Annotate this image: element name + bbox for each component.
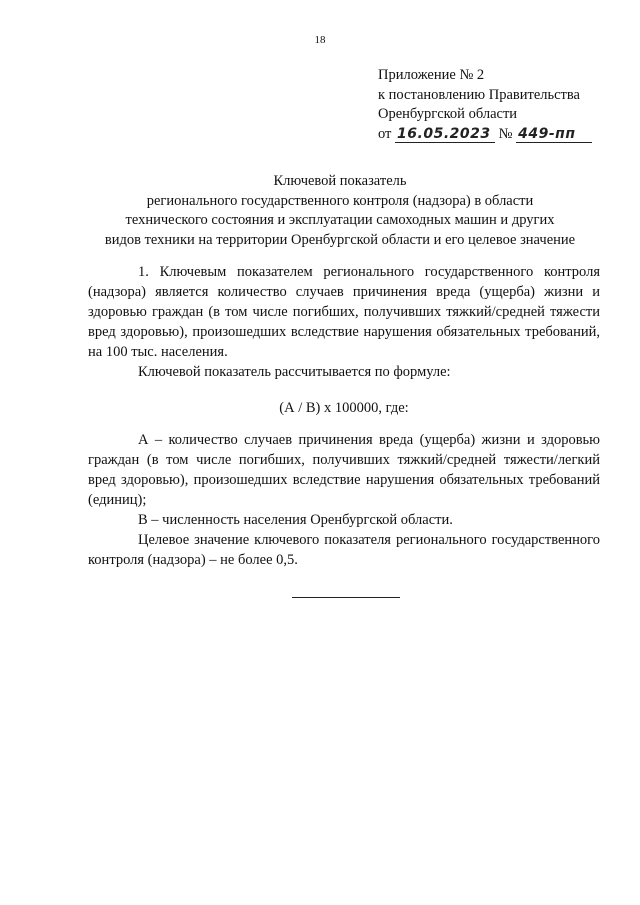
paragraph-4: В – численность населения Оренбургской области. bbox=[138, 512, 453, 528]
document-body bbox=[88, 262, 600, 570]
appendix-date-line bbox=[378, 125, 628, 145]
page-number: 18 bbox=[314, 34, 326, 46]
closing-rule bbox=[292, 597, 400, 598]
paragraph-3: А – количество случаев причинения вреда (ущерба) жизни и здоровью граждан (в том числе погибших, получивших тяжкий/средней тяжести/легкий вред здоровью), произошедших вследствие нарушения обязательных требований (единиц); bbox=[88, 432, 600, 508]
paragraph-1: 1. Ключевым показателем регионального государственного контроля (надзора) является количество случаев причинения вреда (ущерба) жизни и здоровью граждан (в том числе погибших, получивших тяжкий/средней тяжести вред здоровью), произошедших вследствие нарушения обязательных требований, на 100 тыс. населения. bbox=[88, 264, 600, 360]
appendix-line-1: Приложение № 2 bbox=[378, 67, 485, 83]
appendix-line-3: Оренбургской области bbox=[378, 106, 518, 122]
appendix-line-2: к постановлению Правительства bbox=[378, 86, 580, 103]
handwritten-date: 16.05.2023 bbox=[395, 127, 495, 143]
from-label: от bbox=[378, 125, 392, 142]
title-line-4: видов техники на территории Оренбургской области и его целевое значение bbox=[104, 231, 576, 248]
handwritten-number: 449-пп bbox=[516, 127, 592, 143]
title-line-1: Ключевой показатель bbox=[273, 173, 407, 189]
paragraph-2: Ключевой показатель рассчитывается по формуле: bbox=[138, 364, 451, 380]
document-title bbox=[40, 172, 640, 250]
title-line-2: регионального государственного контроля (надзора) в области bbox=[146, 192, 534, 209]
title-line-3: технического состояния и эксплуатации самоходных машин и других bbox=[125, 212, 555, 228]
formula: (А / В) х 100000, где: bbox=[279, 400, 409, 416]
appendix-header bbox=[378, 66, 628, 144]
number-label: № bbox=[498, 125, 513, 142]
paragraph-5: Целевое значение ключевого показателя регионального государственного контроля (надзора) – не более 0,5. bbox=[88, 532, 600, 568]
